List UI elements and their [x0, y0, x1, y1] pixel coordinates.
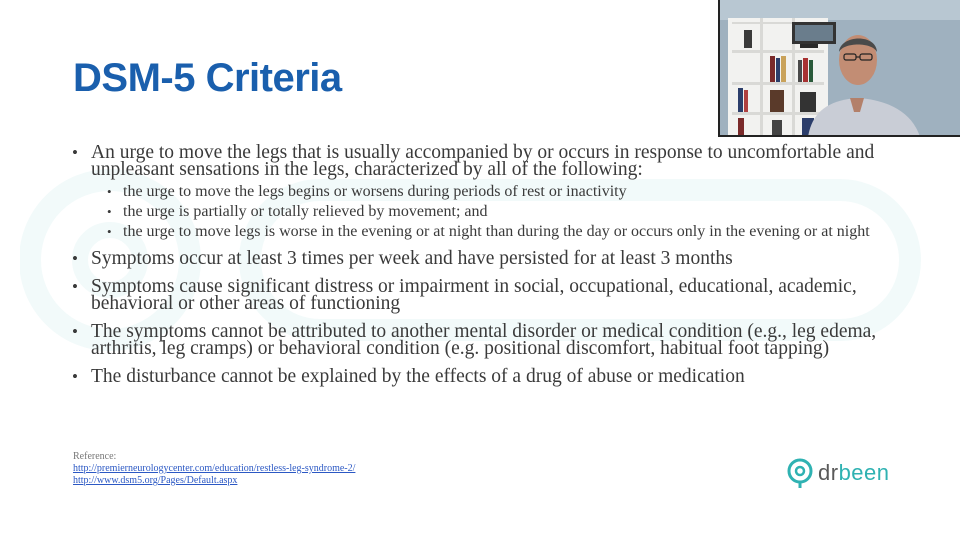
criteria-item [72, 278, 892, 312]
sub-criteria-item [107, 184, 892, 199]
criteria-text: The disturbance cannot be explained by the effects of a drug of abuse or medication [91, 366, 745, 387]
bullet-icon: • [72, 143, 78, 162]
sub-criteria-list [107, 184, 892, 239]
criteria-text: The symptoms cannot be attributed to another mental disorder or medical condition (e.g., leg edema, arthritis, leg cramps) or behavioral condition (e.g. positional discomfort, habitual foot tapping) [91, 321, 877, 359]
logo-dr: dr [818, 460, 839, 485]
drbeen-wordmark [818, 460, 890, 486]
presenter-video [718, 0, 960, 137]
bullet-icon: • [107, 204, 112, 219]
bullet-icon: • [72, 277, 78, 296]
criteria-item [72, 368, 892, 385]
criteria-item [72, 250, 892, 267]
bullet-icon: • [72, 322, 78, 341]
criteria-text: An urge to move the legs that is usually accompanied by or occurs in response to uncomfortable and unpleasant sensations in the legs, characterized by all of the following: [91, 142, 875, 180]
reference-link-dsm5[interactable]: http://www.dsm5.org/Pages/Default.aspx [73, 475, 238, 486]
sub-criteria-item [107, 204, 892, 219]
reference-label: Reference: [73, 451, 117, 462]
bullet-icon: • [107, 224, 112, 239]
sub-criteria-text: the urge to move the legs begins or worsens during periods of rest or inactivity [123, 183, 627, 200]
sub-criteria-text: the urge is partially or totally relieved by movement; and [123, 203, 488, 220]
drbeen-logo [786, 457, 890, 489]
slide-title: DSM-5 Criteria [73, 56, 342, 100]
criteria-item [72, 323, 892, 357]
sub-criteria-item [107, 224, 892, 239]
reference-block [73, 451, 355, 487]
criteria-item [72, 144, 892, 239]
presenter-video-frame [720, 0, 960, 137]
bullet-icon: • [72, 367, 78, 386]
criteria-text: Symptoms cause significant distress or impairment in social, occupational, educational, academic, behavioral or other areas of functioning [91, 276, 857, 314]
criteria-text: Symptoms occur at least 3 times per week and have persisted for at least 3 months [91, 248, 733, 269]
logo-been: been [838, 460, 890, 485]
sub-criteria-text: the urge to move legs is worse in the evening or at night than during the day or occurs only in the evening or at night [123, 223, 870, 240]
reference-link-premierneurology[interactable]: http://premierneurologycenter.com/education/restless-leg-syndrome-2/ [73, 463, 356, 474]
bullet-icon: • [72, 249, 78, 268]
criteria-list [72, 144, 892, 396]
stethoscope-icon [786, 457, 814, 489]
bullet-icon: • [107, 184, 112, 199]
